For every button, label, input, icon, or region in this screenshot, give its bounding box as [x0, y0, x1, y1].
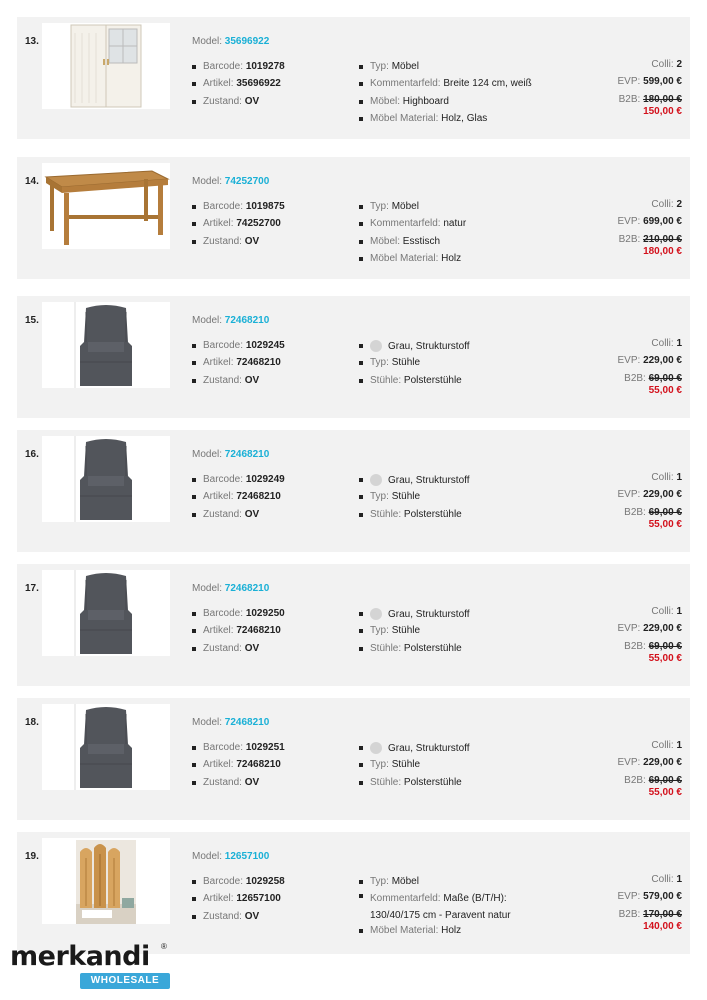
b2b-new-price: 55,00 € — [648, 384, 682, 396]
details-right — [359, 201, 466, 270]
details-right — [359, 474, 470, 526]
colli: Colli: 2 — [651, 59, 682, 70]
zustand-row: Zustand: OV — [192, 96, 285, 113]
price-block — [617, 59, 682, 123]
table-icon[interactable] — [42, 163, 170, 249]
details-right — [359, 742, 470, 794]
model-label: Model: — [192, 583, 223, 594]
model — [192, 315, 269, 326]
product-card — [17, 17, 690, 139]
evp-price: EVP: 229,00 € — [617, 489, 682, 501]
kommentar-row: Kommentarfeld: Breite 124 cm, weiß — [359, 78, 532, 95]
zustand-row: Zustand: OV — [192, 375, 285, 392]
evp-price: EVP: 699,00 € — [617, 216, 682, 228]
barcode-row: Barcode: 1029251 — [192, 742, 285, 759]
b2b-old-price: B2B: 210,00 € — [618, 233, 682, 245]
barcode-row: Barcode: 1029250 — [192, 608, 285, 625]
evp-price: EVP: 229,00 € — [617, 623, 682, 635]
evp-price: EVP: 229,00 € — [617, 757, 682, 769]
product-card — [17, 698, 690, 820]
model — [192, 717, 269, 728]
b2b-new-price: 55,00 € — [648, 652, 682, 664]
barcode-row: Barcode: 1029258 — [192, 876, 285, 893]
artikel-row: Artikel: 72468210 — [192, 491, 285, 508]
model-label: Model: — [192, 176, 223, 187]
barcode-row: Barcode: 1029245 — [192, 340, 285, 357]
material-row: Möbel Material: Holz — [359, 253, 466, 270]
b2b-old-price: B2B: 69,00 € — [624, 372, 682, 384]
zustand-row: Zustand: OV — [192, 777, 285, 794]
artikel-row: Artikel: 72468210 — [192, 759, 285, 776]
evp-price: EVP: 579,00 € — [617, 891, 682, 903]
item-number: 17. — [25, 583, 39, 594]
model — [192, 176, 269, 187]
stuehle-row: Stühle: Polsterstühle — [359, 777, 470, 794]
model-link[interactable]: 72468210 — [224, 315, 270, 326]
logo-wordmark: merkandi — [10, 941, 150, 972]
b2b-new-price: 55,00 € — [648, 786, 682, 798]
material-row: Möbel Material: Holz, Glas — [359, 113, 532, 130]
room-divider-icon[interactable] — [42, 838, 170, 924]
stuehle-row: Stühle: Polsterstühle — [359, 643, 470, 660]
model-link[interactable]: 74252700 — [224, 176, 270, 187]
details-left — [192, 608, 285, 660]
color-swatch-icon — [370, 474, 382, 486]
zustand-row: Zustand: OV — [192, 236, 285, 253]
details-left — [192, 876, 285, 928]
kommentar-row: Kommentarfeld: natur — [359, 218, 466, 235]
details-right — [359, 340, 470, 392]
model-link[interactable]: 12657100 — [224, 851, 270, 862]
zustand-row: Zustand: OV — [192, 509, 285, 526]
chair-icon[interactable] — [42, 302, 170, 388]
typ-row: Typ: Stühle — [359, 759, 470, 776]
artikel-row: Artikel: 35696922 — [192, 78, 285, 95]
model-label: Model: — [192, 449, 223, 460]
b2b-old-price: B2B: 180,00 € — [618, 93, 682, 105]
cabinet-icon[interactable] — [42, 23, 170, 109]
model-label: Model: — [192, 851, 223, 862]
price-block — [617, 740, 682, 804]
barcode-row: Barcode: 1019875 — [192, 201, 285, 218]
registered-mark: ® — [161, 942, 167, 951]
barcode-row: Barcode: 1029249 — [192, 474, 285, 491]
colli: Colli: 1 — [651, 338, 682, 349]
price-block — [617, 606, 682, 670]
model — [192, 36, 269, 47]
color-row: Grau, Strukturstoff — [359, 608, 470, 625]
details-left — [192, 340, 285, 392]
artikel-row: Artikel: 72468210 — [192, 625, 285, 642]
model-link[interactable]: 72468210 — [224, 717, 270, 728]
merkandi-logo[interactable] — [10, 942, 175, 992]
model — [192, 851, 269, 862]
color-swatch-icon — [370, 340, 382, 352]
b2b-old-price: B2B: 69,00 € — [624, 506, 682, 518]
typ-row: Typ: Möbel — [359, 201, 466, 218]
stuehle-row: Stühle: Polsterstühle — [359, 509, 470, 526]
stuehle-row: Stühle: Polsterstühle — [359, 375, 470, 392]
details-left — [192, 742, 285, 794]
color-swatch-icon — [370, 608, 382, 620]
price-block — [617, 199, 682, 263]
model — [192, 583, 269, 594]
typ-row: Typ: Möbel — [359, 876, 559, 893]
price-block — [617, 338, 682, 402]
chair-icon[interactable] — [42, 704, 170, 790]
model-link[interactable]: 35696922 — [224, 36, 270, 47]
model-label: Model: — [192, 36, 223, 47]
item-number: 18. — [25, 717, 39, 728]
details-left — [192, 474, 285, 526]
typ-row: Typ: Möbel — [359, 61, 532, 78]
product-card — [17, 430, 690, 552]
barcode-row: Barcode: 1019278 — [192, 61, 285, 78]
b2b-old-price: B2B: 69,00 € — [624, 640, 682, 652]
details-right — [359, 876, 559, 943]
colli: Colli: 1 — [651, 606, 682, 617]
typ-row: Typ: Stühle — [359, 491, 470, 508]
product-card — [17, 564, 690, 686]
product-card — [17, 296, 690, 418]
item-number: 15. — [25, 315, 39, 326]
item-number: 14. — [25, 176, 39, 187]
item-number: 13. — [25, 36, 39, 47]
color-row: Grau, Strukturstoff — [359, 742, 470, 759]
evp-price: EVP: 599,00 € — [617, 76, 682, 88]
b2b-new-price: 180,00 € — [643, 245, 682, 257]
item-number: 19. — [25, 851, 39, 862]
typ-row: Typ: Stühle — [359, 625, 470, 642]
b2b-new-price: 140,00 € — [643, 920, 682, 932]
zustand-row: Zustand: OV — [192, 911, 285, 928]
moebel-row: Möbel: Highboard — [359, 96, 532, 113]
zustand-row: Zustand: OV — [192, 643, 285, 660]
color-row: Grau, Strukturstoff — [359, 474, 470, 491]
b2b-new-price: 150,00 € — [643, 105, 682, 117]
b2b-old-price: B2B: 170,00 € — [618, 908, 682, 920]
b2b-new-price: 55,00 € — [648, 518, 682, 530]
model-link[interactable]: 72468210 — [224, 583, 270, 594]
price-block — [617, 472, 682, 536]
wholesale-badge: WHOLESALE — [80, 973, 170, 989]
b2b-old-price: B2B: 69,00 € — [624, 774, 682, 786]
price-block — [617, 874, 682, 938]
colli: Colli: 2 — [651, 199, 682, 210]
colli: Colli: 1 — [651, 874, 682, 885]
kommentar-row: Kommentarfeld: Maße (B/T/H): 130/40/175 cm - Paravent natur — [359, 890, 559, 924]
moebel-row: Möbel: Esstisch — [359, 236, 466, 253]
product-card — [17, 832, 690, 954]
color-swatch-icon — [370, 742, 382, 754]
model-link[interactable]: 72468210 — [224, 449, 270, 460]
model — [192, 449, 269, 460]
colli: Colli: 1 — [651, 740, 682, 751]
colli: Colli: 1 — [651, 472, 682, 483]
artikel-row: Artikel: 72468210 — [192, 357, 285, 374]
evp-price: EVP: 229,00 € — [617, 355, 682, 367]
item-number: 16. — [25, 449, 39, 460]
details-right — [359, 61, 532, 130]
model-label: Model: — [192, 717, 223, 728]
chair-icon[interactable] — [42, 570, 170, 656]
details-left — [192, 61, 285, 113]
details-left — [192, 201, 285, 253]
model-label: Model: — [192, 315, 223, 326]
material-row: Möbel Material: Holz — [359, 925, 559, 942]
product-card — [17, 157, 690, 279]
artikel-row: Artikel: 74252700 — [192, 218, 285, 235]
typ-row: Typ: Stühle — [359, 357, 470, 374]
color-row: Grau, Strukturstoff — [359, 340, 470, 357]
details-right — [359, 608, 470, 660]
chair-icon[interactable] — [42, 436, 170, 522]
artikel-row: Artikel: 12657100 — [192, 893, 285, 910]
